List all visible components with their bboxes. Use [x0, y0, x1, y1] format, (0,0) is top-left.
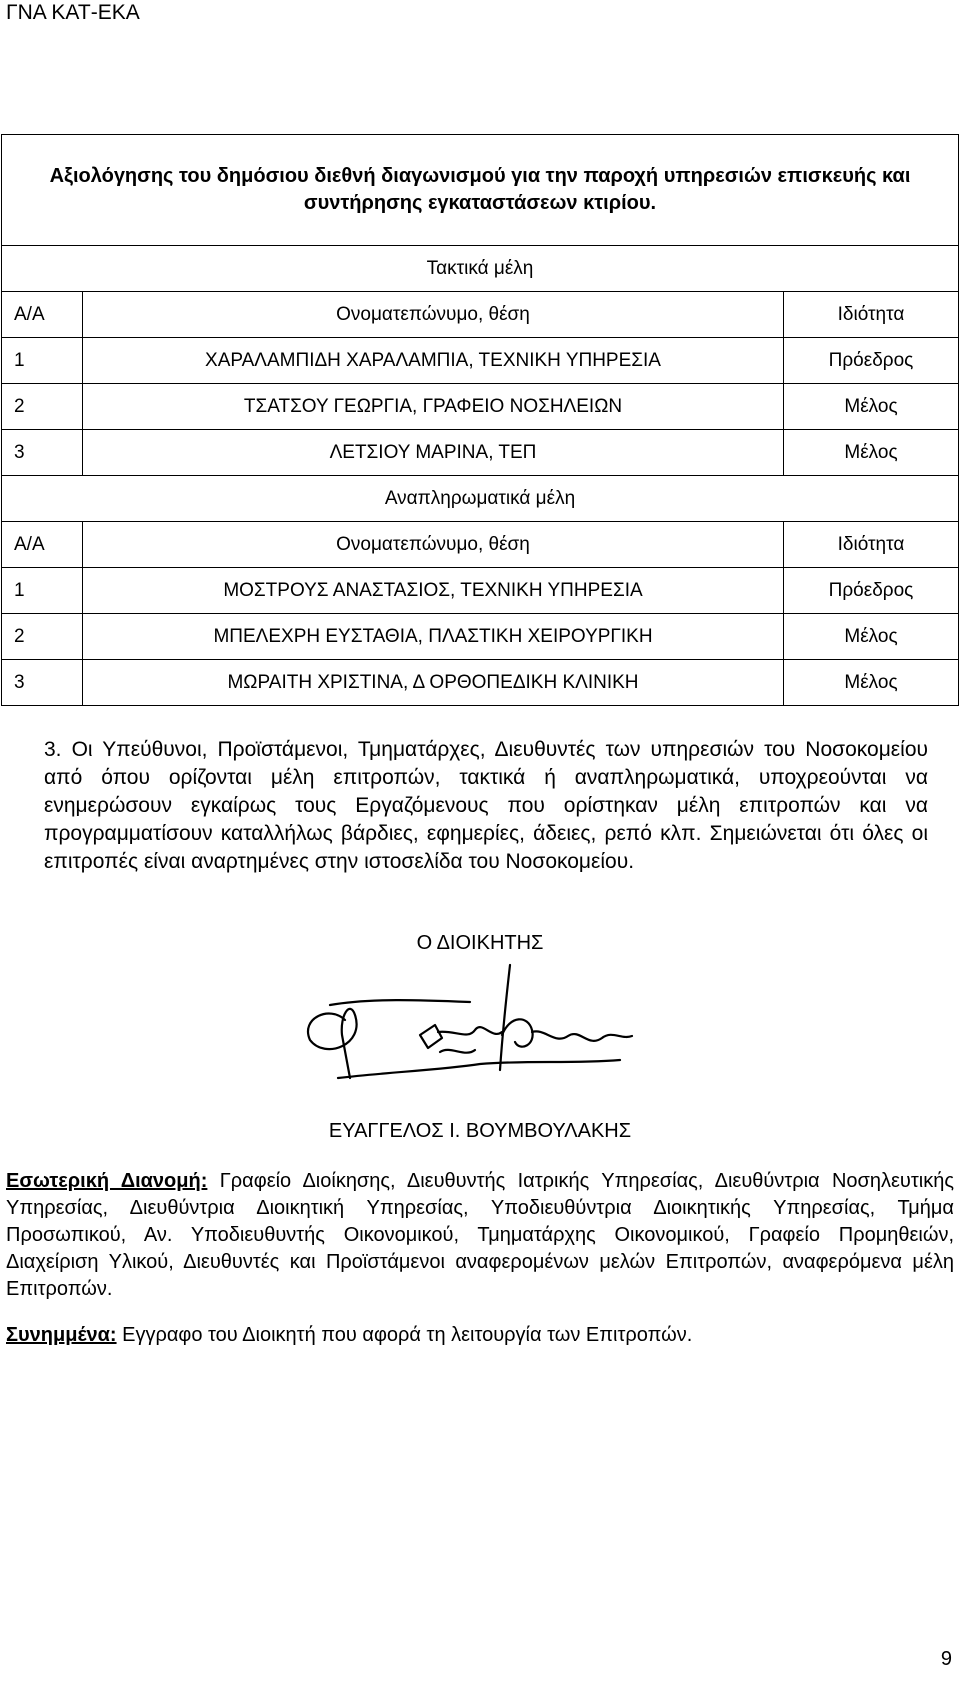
internal-distribution [6, 1168, 954, 1303]
member-name-position: ΤΣΑΤΣΟΥ ΓΕΩΡΓΙΑ, ΓΡΑΦΕΙΟ ΝΟΣΗΛΕΙΩΝ [83, 384, 784, 430]
member-role: Μέλος [784, 614, 959, 660]
distribution-text: Γραφείο Διοίκησης, Διευθυντής Ιατρικής Υπηρεσίας, Διευθύντρια Νοσηλευτικής Υπηρεσίας, Διευθύντρια Διοικητική Υπηρεσίας, Υποδιευθύντρια Διοικητικής Υπηρεσίας, Τμήμα Προσωπικού, Αν. Υποδιευθυντής Οικονομικού, Τμηματάρχης Οικονομικού, Γραφείο Προμηθειών, Διαχείριση Υλικού, Διευθυντές και Προϊστάμενοι αναφερομένων μελών Επιτροπών, αναφερόμενα μέλη Επιτροπών. [6, 1170, 954, 1300]
table-header-row [2, 292, 959, 338]
row-number: 1 [2, 568, 83, 614]
table-row [2, 614, 959, 660]
attachments [6, 1322, 954, 1349]
regular-members-heading: Τακτικά μέλη [2, 246, 959, 292]
member-role: Πρόεδρος [784, 338, 959, 384]
row-number: 1 [2, 338, 83, 384]
attachments-text: Εγγραφο του Διοικητή που αφορά τη λειτουργία των Επιτροπών. [122, 1324, 693, 1346]
member-role: Μέλος [784, 430, 959, 476]
column-header-name: Ονοματεπώνυμο, θέση [83, 522, 784, 568]
member-name-position: ΜΠΕΛΕΧΡΗ ΕΥΣΤΑΘΙΑ, ΠΛΑΣΤΙΚΗ ΧΕΙΡΟΥΡΓΙΚΗ [83, 614, 784, 660]
row-number: 3 [2, 430, 83, 476]
column-header-aa: Α/Α [2, 292, 83, 338]
table-row [2, 568, 959, 614]
distribution-label: Εσωτερική Διανομή: [6, 1170, 208, 1192]
member-name-position: ΧΑΡΑΛΑΜΠΙΔΗ ΧΑΡΑΛΑΜΠΙΑ, ΤΕΧΝΙΚΗ ΥΠΗΡΕΣΙΑ [83, 338, 784, 384]
page-number: 9 [940, 1648, 952, 1670]
member-role: Πρόεδρος [784, 568, 959, 614]
member-role: Μέλος [784, 384, 959, 430]
table-section-row [2, 476, 959, 522]
table-row [2, 338, 959, 384]
director-title: Ο ΔΙΟΙΚΗΤΗΣ [416, 932, 544, 954]
column-header-aa: Α/Α [2, 522, 83, 568]
alternate-members-heading: Αναπληρωματικά μέλη [2, 476, 959, 522]
row-number: 2 [2, 614, 83, 660]
table-row [2, 384, 959, 430]
instructions-paragraph: 3. Οι Υπεύθυνοι, Προϊστάμενοι, Τμηματάρχες, Διευθυντές των υπηρεσιών του Νοσοκομείου από όπου ορίζονται μέλη επιτροπών, τακτικά ή αναπληρωματικά, υποχρεούνται να ενημερώσουν εγκαίρως τους Εργαζόμενους που ορίστηκαν μέλη επιτροπών και να προγραμματίσουν καταλλήλως βάρδιες, εφημερίες, άδειες, ρεπό κλπ. Σημειώνεται ότι όλες οι επιτροπές είναι αναρτημένες στην ιστοσελίδα του Νοσοκομείου. [44, 738, 928, 873]
column-header-name: Ονοματεπώνυμο, θέση [83, 292, 784, 338]
attachments-label: Συνημμένα: [6, 1324, 117, 1346]
table-row [2, 430, 959, 476]
member-name-position: ΜΩΡΑΙΤΗ ΧΡΙΣΤΙΝΑ, Δ ΟΡΘΟΠΕΔΙΚΗ ΚΛΙΝΙΚΗ [83, 660, 784, 706]
handwritten-signature [270, 960, 690, 1100]
committee-title: Αξιολόγησης του δημόσιου διεθνή διαγωνισμού για την παροχή υπηρεσιών επισκευής και συντήρησης εγκαταστάσεων κτιρίου. [2, 135, 959, 246]
committee-table [1, 134, 959, 706]
column-header-role: Ιδιότητα [784, 292, 959, 338]
director-name: ΕΥΑΓΓΕΛΟΣ Ι. ΒΟΥΜΒΟΥΛΑΚΗΣ [328, 1120, 632, 1142]
document-header-label: ΓΝΑ ΚΑΤ-ΕΚΑ [6, 1, 140, 24]
row-number: 2 [2, 384, 83, 430]
column-header-role: Ιδιότητα [784, 522, 959, 568]
table-header-row [2, 522, 959, 568]
row-number: 3 [2, 660, 83, 706]
table-section-row [2, 246, 959, 292]
table-row [2, 660, 959, 706]
table-title-row [2, 135, 959, 246]
member-role: Μέλος [784, 660, 959, 706]
member-name-position: ΜΟΣΤΡΟΥΣ ΑΝΑΣΤΑΣΙΟΣ, ΤΕΧΝΙΚΗ ΥΠΗΡΕΣΙΑ [83, 568, 784, 614]
member-name-position: ΛΕΤΣΙΟΥ ΜΑΡΙΝΑ, ΤΕΠ [83, 430, 784, 476]
